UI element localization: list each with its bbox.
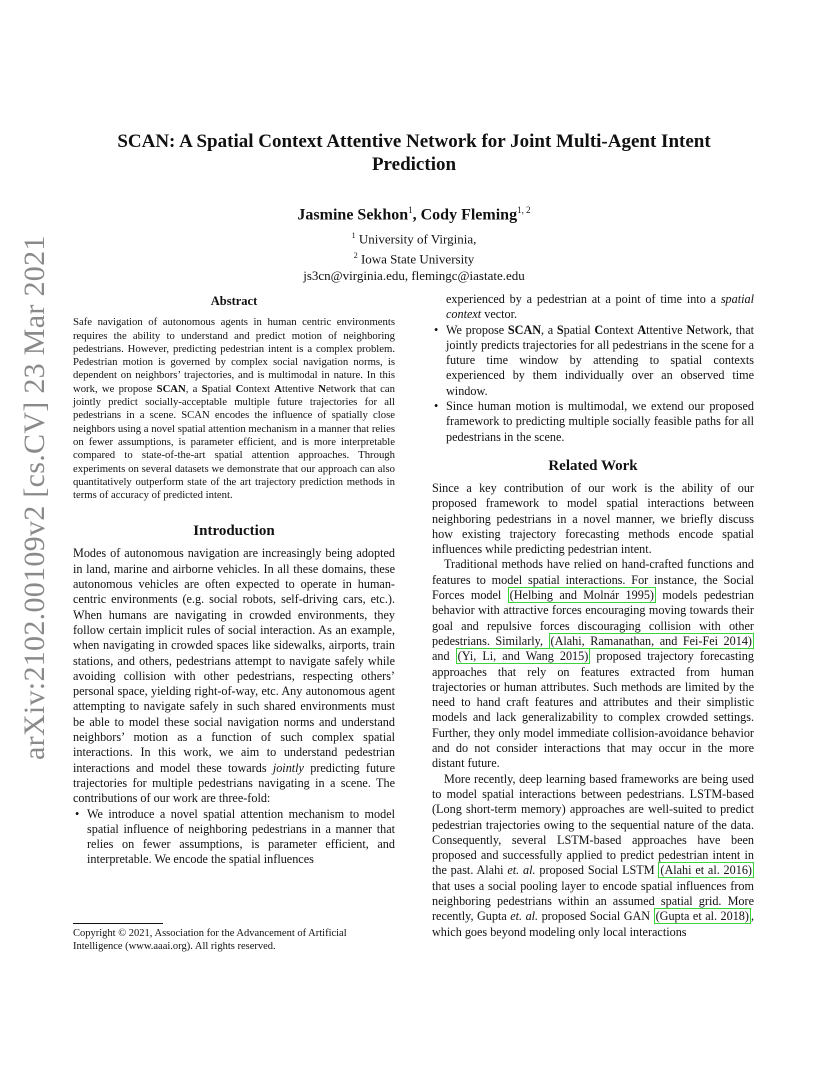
affiliation-1-text: University of Virginia, <box>355 231 477 247</box>
citation-gupta-2018[interactable]: (Gupta et al. 2018) <box>655 909 749 924</box>
author-2: Cody Fleming <box>420 206 518 224</box>
related-work-heading: Related Work <box>548 457 638 474</box>
related-work-paragraph-2: Traditional methods have relied on hand-crafted functions and features to model spatial interactions. For instance, the Social Forces model (Helbing and Molnár 1995) models pedestrian behavior with attractive forces encouraging moving towards their goal and repulsive forces discouraging collision with other pedestrians. Similarly, (Alahi, Ramanathan, and Fei-Fei 2014) and (Yi, Li, and Wang 2015) proposed trajectory forecasting approaches that rely on features extracted from human trajectories or human attributes. Such methods are limited by the need to hand craft features and attributes and their simplistic models and lack generalizability to complex crowded settings. Further, they only model immediate collision-avoidance behavior and do not consider interactions that may occur in the more distant future. <box>432 557 754 771</box>
right-column <box>432 292 754 940</box>
citation-yi-2015[interactable]: (Yi, Li, and Wang 2015) <box>457 649 589 664</box>
related-work-paragraph-3: More recently, deep learning based frameworks are being used to model spatial interactions between pedestrians. LSTM-based (Long short-term memory) approaches are well-suited to predict pedestrian trajectories owing to the sequential nature of the data. Consequently, several LSTM-based approaches have been proposed and successfully applied to predict pedestrian intent in the past. Alahi et. al. proposed Social LSTM (Alahi et al. 2016) that uses a social pooling layer to encode spatial influences from neighboring pedestrians within an assumed spatial grid. More recently, Gupta et. al. proposed Social GAN (Gupta et al. 2018) , which goes beyond modeling only local interactions <box>432 771 754 939</box>
author-1-affil-mark: 1 <box>408 205 413 215</box>
paper-title <box>80 130 748 176</box>
contribution-3: • Since human motion is multimodal, we extend our proposed framework to predicting multiple socially feasible paths for all pedestrians in the scene. <box>432 399 754 445</box>
abstract-heading: Abstract <box>210 294 258 308</box>
affiliation-1-mark: 1 <box>351 231 356 240</box>
affiliation-2-text: Iowa State University <box>357 251 475 267</box>
copyright-footnote: Copyright © 2021, Association for the Advancement of Artificial Intelligence (www.aaai.org). All rights reserved. <box>73 928 347 952</box>
contribution-list-continued <box>432 323 754 445</box>
abstract-text: Safe navigation of autonomous agents in human centric environments requires the ability to understand and predict motion of neighboring pedestrians. However, predicting pedestrian intent is a complex problem. Pedestrian motion is governed by complex social navigation norms, is dependent on neighbors’ trajectories, and is multimodal in nature. In this work, we propose SCAN, a Spatial Context Attentive Network that can jointly predict socially-acceptable multiple future trajectories for all pedestrians in a scene. SCAN encodes the influence of spatially close neighbors using a novel spatial attention mechanism in a manner that relies on fewer assumptions, is parameter efficient, and is more interpretable compared to state-of-the-art spatial attention approaches. Through experiments on several datasets we demonstrate that our approach can also quantitatively outperform state of the art trajectory prediction methods in terms of accuracy of predicted intent. <box>73 316 395 502</box>
contribution-1-continued: experienced by a pedestrian at a point of time into a spatial context vector. <box>446 292 754 322</box>
author-1: Jasmine Sekhon <box>297 206 409 224</box>
introduction-paragraph: Modes of autonomous navigation are increasingly being adopted in land, marine and airborne vehicles. In all these domains, these autonomous vehicles are often expected to operate in human-centric environments (e.g. social robots, self-driving cars, etc.). When humans are navigating in crowded environments, they follow certain implicit rules of social interaction. As an example, when navigating in crowded spaces like sidewalks, airports, train stations, and others, pedestrians attempt to navigate safely while avoiding collision with other pedestrians, respecting others’ personal space, yielding right-of-way, etc. Any autonomous agent attempting to navigate safely in such shared environments must be able to model these social navigation norms and understand neighbors’ motion as a function of such complex spatial interactions. In this work, we aim to understand pedestrian interactions and model these towards jointly predicting future trajectories for multiple pedestrians navigating in a scene. The contributions of our work are three-fold: <box>73 546 396 806</box>
affiliation-1 <box>0 228 828 248</box>
affiliation-2-mark: 2 <box>353 250 358 260</box>
contribution-list <box>73 807 395 868</box>
citation-alahi-2014[interactable]: (Alahi, Ramanathan, and Fei-Fei 2014) <box>550 633 752 648</box>
title-line-2: Prediction <box>371 154 457 175</box>
title-line-1: SCAN: A Spatial Context Attentive Network for Joint Multi-Agent Intent <box>117 131 711 152</box>
contribution-1: • We introduce a novel spatial attention mechanism to model spatial influence of neighboring pedestrians in a manner that relies on fewer assumptions, is parameter efficient, and interpretable. We encode the spatial influences <box>73 807 395 868</box>
author-2-affil-mark: 1, 2 <box>517 205 531 215</box>
author-emails: js3cn@virginia.edu, flemingc@iastate.edu <box>303 267 525 283</box>
citation-alahi-2016[interactable]: (Alahi et al. 2016) <box>660 863 752 878</box>
arxiv-identifier: arXiv:2102.00109v2 [cs.CV] 23 Mar 2021 <box>18 235 51 760</box>
affiliation-2 <box>0 248 828 268</box>
author-separator: , <box>412 206 421 224</box>
introduction-heading: Introduction <box>193 523 275 540</box>
contribution-2: • We propose SCAN, a Spatial Context Attentive Network, that jointly predicts trajectories for all pedestrians in the scene for a future time window by attending to spatial contexts experienced by them individually over an observed time window. <box>432 323 754 399</box>
citation-helbing-1995[interactable]: (Helbing and Molnár 1995) <box>509 588 654 603</box>
footnote-rule <box>73 923 163 924</box>
affiliations <box>0 228 828 284</box>
related-work-paragraph-1: Since a key contribution of our work is the ability of our proposed framework to model spatial interactions between neighboring pedestrians in a novel manner, we briefly discuss how existing trajectory forecasting methods encode spatial influences while predicting pedestrian intent. <box>432 480 754 557</box>
author-list <box>0 205 828 224</box>
left-column <box>73 294 395 868</box>
